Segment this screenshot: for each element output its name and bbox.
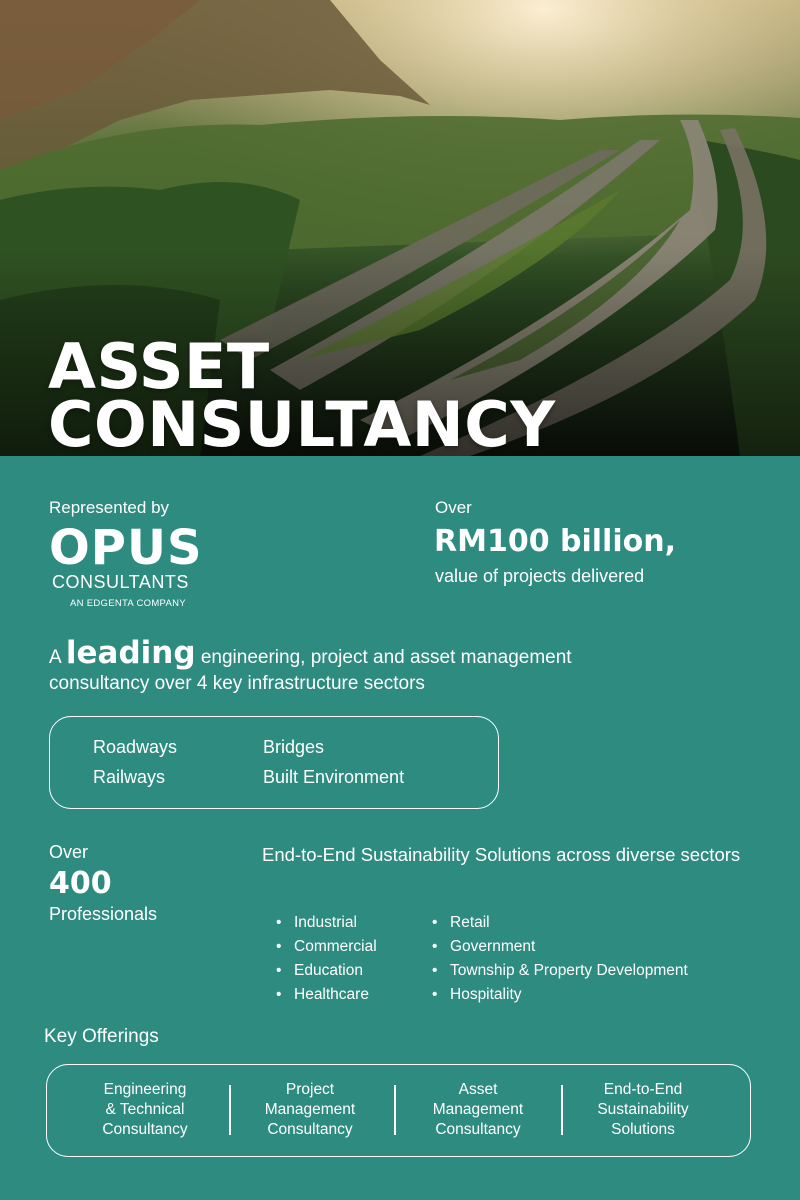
professionals-label: Professionals	[49, 904, 158, 924]
list-item: • Hospitality	[432, 986, 522, 1003]
offering-divider	[561, 1085, 563, 1135]
sector-built-environment: Built Environment	[263, 767, 405, 787]
list-item: • Retail	[432, 914, 490, 931]
sectors-box	[49, 716, 499, 809]
represented-by-label: Represented by	[49, 498, 170, 517]
page-title	[48, 330, 556, 456]
value-prefix: Over	[435, 498, 472, 517]
bullet-icon: •	[276, 986, 282, 1003]
list-item: • Education	[276, 962, 363, 979]
tagline-emphasis: leading	[65, 635, 196, 671]
key-offerings-title: Key Offerings	[44, 1026, 159, 1047]
bullet-icon: •	[276, 938, 282, 955]
offering-engineering: Engineering & Technical Consultancy	[102, 1081, 188, 1138]
offering-divider	[229, 1085, 231, 1135]
professionals-prefix: Over	[49, 842, 89, 862]
list-item: • Industrial	[276, 914, 357, 931]
tagline-line1: engineering, project and asset management	[200, 647, 572, 668]
tagline-line2: consultancy over 4 key infrastructure sectors	[49, 673, 425, 694]
offering-divider	[394, 1085, 396, 1135]
logo-opus-wordmark: OPUS	[49, 520, 203, 576]
professionals-count: 400	[49, 866, 112, 901]
hero-highway-image	[0, 0, 800, 456]
bullet-icon: •	[276, 914, 282, 931]
tagline-prefix: A	[49, 647, 61, 668]
sector-bridges: Bridges	[263, 737, 325, 757]
offering-asset-management: Asset Management Consultancy	[432, 1081, 524, 1138]
sustainability-title: End-to-End Sustainability Solutions across diverse sectors	[262, 844, 741, 865]
list-item: • Government	[432, 938, 536, 955]
list-item: • Township & Property Development	[432, 962, 688, 979]
page-title-line2: CONSULTANCY	[48, 388, 556, 456]
bullet-icon: •	[432, 914, 438, 931]
bullet-icon: •	[432, 986, 438, 1003]
key-offerings-box	[46, 1064, 751, 1157]
offering-project-management: Project Management Consultancy	[264, 1081, 356, 1138]
logo-consultants-text: CONSULTANTS	[52, 572, 189, 592]
list-item: • Commercial	[276, 938, 377, 955]
bullet-icon: •	[432, 938, 438, 955]
list-item: • Healthcare	[276, 986, 369, 1003]
sector-railways: Railways	[93, 767, 166, 787]
bullet-icon: •	[432, 962, 438, 979]
logo-edgenta-tagline: AN EDGENTA COMPANY	[70, 598, 186, 609]
sector-roadways: Roadways	[93, 737, 178, 757]
value-description: value of projects delivered	[435, 566, 645, 586]
value-amount: RM100 billion,	[434, 524, 676, 559]
tagline	[49, 635, 749, 697]
opus-consultants-logo	[49, 522, 219, 614]
offering-sustainability: End-to-End Sustainability Solutions	[597, 1081, 689, 1138]
bullet-icon: •	[276, 962, 282, 979]
page-title-line1: ASSET	[48, 330, 270, 403]
